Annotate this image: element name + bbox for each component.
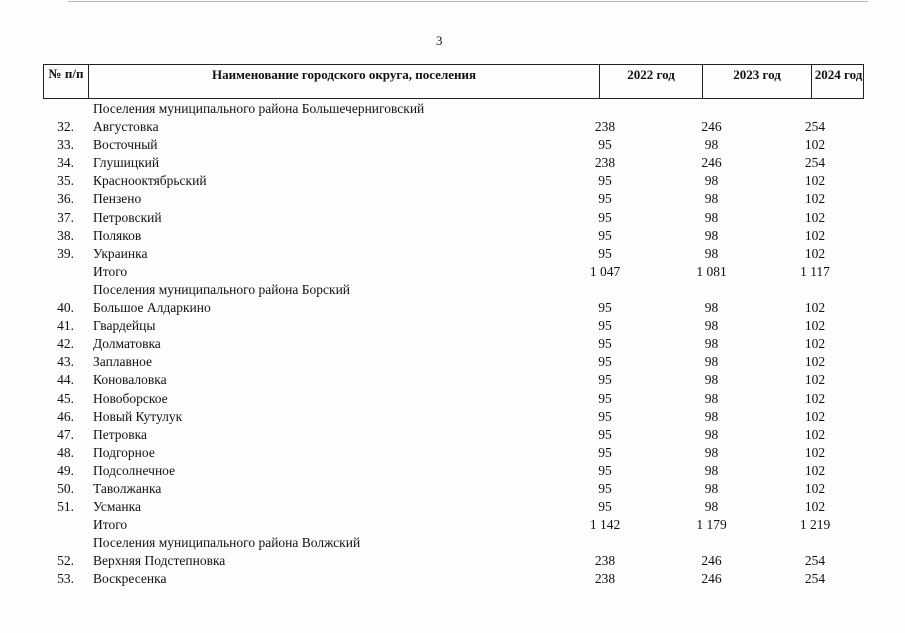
value-2023: 246 [701,119,722,135]
value-2024: 102 [804,426,826,442]
page-top-border [68,1,868,2]
table-row [43,227,864,245]
value-2022: 95 [598,137,612,153]
value-2023: 98 [704,245,719,261]
row-name: Украинка [93,245,148,261]
value-2022: 95 [598,444,612,460]
value-2023: 98 [704,209,719,225]
value-2024: 102 [804,173,826,189]
row-number: 43. [57,354,74,370]
row-name: Верхняя Подстепновка [93,553,226,569]
value-2023: 1 081 [696,263,727,279]
value-2023: 98 [704,408,719,424]
row-name: Итого [93,263,128,279]
value-2024: 102 [804,191,826,207]
value-2023: 246 [701,155,722,171]
value-2024: 254 [804,155,826,171]
row-number: 47. [57,426,74,442]
row-name: Пензено [93,191,142,207]
value-2022: 95 [598,191,612,207]
value-2023: 98 [704,336,719,352]
row-number: 34. [57,155,74,171]
table-row [43,390,864,408]
row-name: Заплавное [93,354,153,370]
row-name: Поселения муниципального района Волжский [93,535,361,551]
row-number: 40. [57,300,74,316]
value-2024: 102 [804,209,826,225]
value-2022: 95 [598,300,612,316]
value-2023: 1 179 [696,517,727,533]
value-2023: 98 [704,462,719,478]
value-2023: 98 [704,426,719,442]
value-2023: 98 [704,191,719,207]
value-2022: 95 [598,227,612,243]
value-2024: 102 [804,462,826,478]
value-2022: 95 [598,336,612,352]
value-2023: 98 [704,318,719,334]
row-name: Поляков [93,227,142,243]
value-2023: 98 [704,390,719,406]
row-name: Поселения муниципального района Борский [93,281,351,297]
row-name: Восточный [93,137,158,153]
row-name: Подсолнечное [93,462,176,478]
table-row [43,353,864,371]
table-row [43,154,864,172]
value-2022: 95 [598,354,612,370]
value-2023: 98 [704,227,719,243]
value-2022: 1 142 [589,517,621,533]
value-2022: 95 [598,173,612,189]
row-name: Итого [93,517,128,533]
value-2023: 98 [704,137,719,153]
row-number: 35. [57,173,74,189]
value-2024: 102 [804,444,826,460]
row-name: Петровка [93,426,148,442]
table-row [43,281,864,299]
row-number: 38. [57,227,74,243]
value-2022: 95 [598,318,612,334]
row-name: Новый Кутулук [93,408,183,424]
value-2024: 102 [804,354,826,370]
table-row [43,172,864,190]
value-2024: 254 [804,553,826,569]
header-2022: 2022 год [599,65,702,98]
row-number: 37. [57,209,74,225]
value-2023: 98 [704,372,719,388]
row-number: 50. [57,480,74,496]
value-2022: 95 [598,499,612,515]
value-2023: 98 [704,444,719,460]
value-2024: 102 [804,318,826,334]
value-2022: 95 [598,390,612,406]
value-2022: 238 [594,571,616,587]
value-2023: 98 [704,173,719,189]
row-name: Гвардейцы [93,318,156,334]
row-name: Новоборское [93,390,168,406]
row-number: 36. [57,191,74,207]
table-row [43,552,864,570]
table-row [43,462,864,480]
header-number: № п/п [48,66,84,81]
page-number: 3 [436,33,443,48]
value-2022: 95 [598,462,612,478]
value-2022: 238 [594,155,616,171]
table-body [43,100,864,589]
header-name: Наименование городского округа, поселения [88,65,599,98]
row-name: Петровский [93,209,162,225]
row-name: Усманка [93,499,141,515]
value-2022: 95 [598,426,612,442]
table-row [43,516,864,534]
value-2024: 254 [804,119,826,135]
value-2024: 102 [804,372,826,388]
row-number: 33. [57,137,74,153]
value-2023: 246 [701,553,722,569]
row-name: Долматовка [93,336,161,352]
value-2022: 95 [598,209,612,225]
value-2022: 238 [594,119,616,135]
value-2024: 102 [804,408,826,424]
value-2022: 95 [598,372,612,388]
header-2024: 2024 год [811,65,865,98]
table-row [43,335,864,353]
value-2022: 238 [594,553,616,569]
value-2023: 98 [704,499,719,515]
row-number: 48. [57,444,74,460]
header-2023: 2023 год [702,65,811,98]
table-row [43,118,864,136]
value-2024: 1 219 [799,517,831,533]
row-name: Глушицкий [93,155,160,171]
table-row [43,263,864,281]
value-2022: 95 [598,245,612,261]
row-number: 53. [57,571,74,587]
table-row [43,408,864,426]
value-2024: 102 [804,499,826,515]
row-number: 44. [57,372,74,388]
row-number: 52. [57,553,74,569]
table-row [43,534,864,552]
table-row [43,299,864,317]
value-2024: 1 117 [800,263,830,279]
value-2023: 246 [701,571,722,587]
row-number: 46. [57,408,74,424]
value-2022: 95 [598,480,612,496]
row-number: 51. [57,499,74,515]
row-number: 32. [57,119,74,135]
table-row [43,498,864,516]
row-number: 39. [57,245,74,261]
value-2024: 102 [804,227,826,243]
row-name: Краснооктябрьский [93,173,207,189]
table-row [43,570,864,588]
row-number: 45. [57,390,74,406]
value-2024: 102 [804,390,826,406]
table-row [43,245,864,263]
table-row [43,100,864,118]
row-number: 41. [57,318,74,334]
value-2024: 102 [804,480,826,496]
value-2024: 102 [804,300,826,316]
row-name: Воскресенка [93,571,167,587]
row-name: Таволжанка [93,480,162,496]
value-2024: 102 [804,245,826,261]
table-header [43,64,864,99]
value-2022: 95 [598,408,612,424]
table-row [43,317,864,335]
row-name: Поселения муниципального района Большечерниговский [93,101,425,116]
value-2023: 98 [704,354,719,370]
table-row [43,190,864,208]
value-2024: 102 [804,137,826,153]
value-2022: 1 047 [589,263,621,279]
table-row [43,371,864,389]
row-number: 49. [57,462,74,478]
table-row [43,480,864,498]
table-row [43,444,864,462]
row-name: Августовка [93,119,159,135]
row-name: Коноваловка [93,372,167,388]
value-2023: 98 [704,300,719,316]
row-number: 42. [57,336,74,352]
row-name: Большое Алдаркино [93,300,211,316]
table-row [43,426,864,444]
value-2024: 254 [804,571,826,587]
row-name: Подгорное [93,444,155,460]
table-row [43,136,864,154]
table-row [43,209,864,227]
value-2024: 102 [804,336,826,352]
value-2023: 98 [704,480,719,496]
